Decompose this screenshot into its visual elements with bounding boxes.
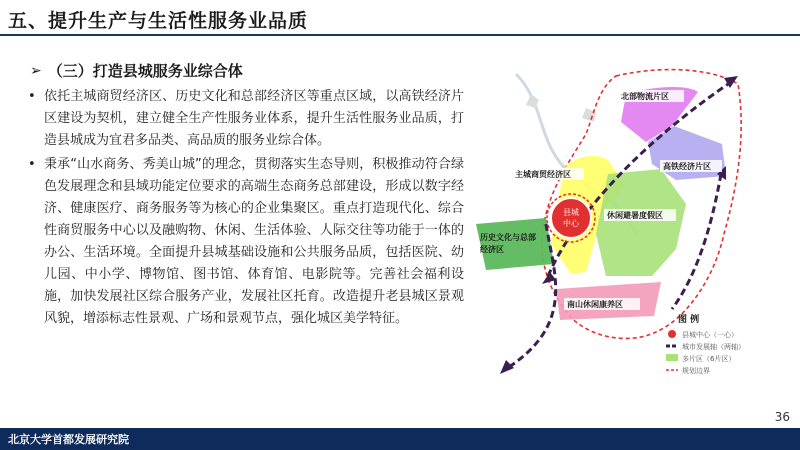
- legend-item: 多片区（6片区）: [682, 355, 736, 363]
- section-heading: [30, 60, 243, 81]
- legend-item: 规划边界: [682, 367, 710, 375]
- bullet-list: [28, 86, 464, 332]
- zone-label-gaotie: 高铁经济片区: [663, 162, 711, 171]
- page-title: 五、提升生产与生活性服务业品质: [8, 10, 309, 32]
- zone-history-hq: [476, 218, 554, 270]
- bullet-dot-icon: •: [28, 157, 36, 172]
- center-label: 中心: [563, 219, 579, 228]
- zone-label-south: 南山休闲康养区: [567, 300, 623, 309]
- zoning-map-svg: [476, 64, 792, 384]
- bullet-text: 依托主城商贸经济区、历史文化和总部经济区等重点区域，以高铁经济片区建设为契机，建立健全生产性服务业体系，提升生活性服务业品质，打造县城成为宜君多品类、高品质的服务业综合体。: [44, 89, 464, 148]
- footer-organization: 北京大学首都发展研究院: [8, 433, 129, 446]
- footer-bar: [0, 410, 800, 450]
- bullet-dot-icon: •: [28, 89, 36, 104]
- zone-label-leisure: 休闲避暑度假区: [607, 211, 663, 220]
- page-number: 36: [774, 410, 790, 424]
- zone-label-history: 经济区: [480, 245, 504, 254]
- section-heading-text: （三）打造县城服务业综合体: [47, 62, 243, 80]
- title-divider: [0, 34, 800, 36]
- bullet-text: 秉承“山水商务、秀美山城”的理念，贯彻落实生态导则，积极推动符合绿色发展理念和县域功能定位要求的高端生态商务总部建设，形成以数字经济、健康医疗、商务服务等为核心的企业集聚区。重点打造现代化、综合性商贸服务中心以及融购物、休闲、生活体验、人际交往等功能于一体的办公、生活环境。全面提升县城基础设施和公共服务品质，包括医院、幼儿园、中小学、博物馆、图书馆、体育馆、电影院等。完善社会福利设施，加快发展社区综合服务产业，发展社区托育。改造提升老县城区景观风貌，增添标志性景观、广场和景观节点，强化城区美学特征。: [44, 157, 464, 326]
- zone-label-history: 历史文化与总部: [480, 233, 536, 242]
- zoning-map: [476, 64, 792, 384]
- legend-swatch-center: [668, 330, 676, 338]
- bullet-item: [28, 154, 464, 330]
- map-legend: [666, 313, 745, 375]
- development-axis-west: [672, 174, 721, 309]
- arrow-bullet-icon: ➢: [30, 62, 42, 79]
- zone-label-north: 北部物流片区: [621, 92, 669, 101]
- legend-swatch-zone: [666, 354, 678, 361]
- axis-arrowhead: [500, 360, 514, 374]
- county-center-marker: [551, 198, 591, 238]
- center-label: 县城: [563, 208, 579, 217]
- legend-item: 县城中心（一心）: [682, 331, 738, 339]
- legend-item: 城市发展轴（两轴）: [682, 343, 745, 351]
- zone-label-main: 主城商贸经济区: [515, 170, 571, 179]
- bullet-item: [28, 86, 464, 152]
- legend-title: 图 例: [678, 315, 700, 325]
